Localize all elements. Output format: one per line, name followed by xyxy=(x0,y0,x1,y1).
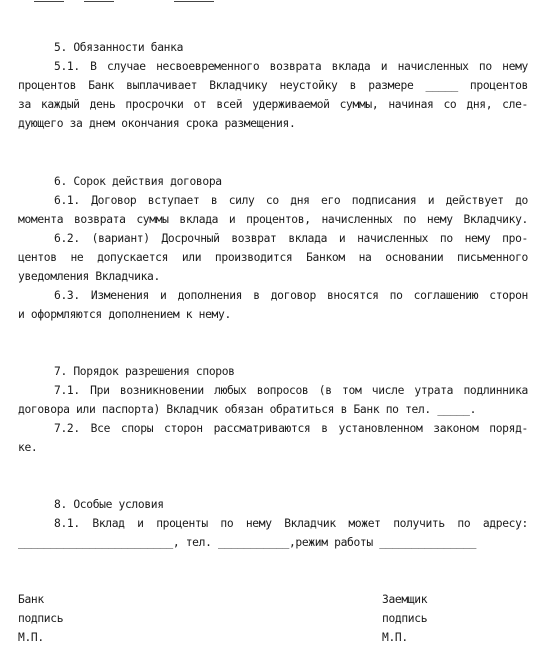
section-7-title: 7. Порядок разрешения споров xyxy=(54,365,235,378)
borrower-stamp-label: М.П. xyxy=(382,631,408,644)
section-6-line-5: уведомления Вкладчика. xyxy=(18,270,160,283)
section-7-line-4: ке. xyxy=(18,441,38,454)
borrower-label: Заемщик xyxy=(382,593,428,606)
section-5-line-3: за каждый день просрочки от всей удерживаемой суммы, начиная со дня, сле- xyxy=(18,98,528,111)
section-8-line-2: ________________________, тел. ___________,режим работы _______________ xyxy=(18,536,477,549)
section-5-line-2: процентов Банк выплачивает Вкладчику неустойку в размере _____ процентов xyxy=(18,79,528,92)
section-6-line-1: 6.1. Договор вступает в силу со дня его подписания и действует до xyxy=(54,194,528,207)
section-7-line-2: договора или паспорта) Вкладчик обязан обратиться в Банк по тел. _____. xyxy=(18,403,477,416)
section-6-title: 6. Сорок действия договора xyxy=(54,175,222,188)
section-8-line-1: 8.1. Вклад и проценты по нему Вкладчик может получить по адресу: xyxy=(54,517,528,530)
section-7-line-1: 7.1. При возникновении любых вопросов (в том числе утрата подлинника xyxy=(54,384,528,397)
section-6-line-7: и оформляются дополнением к нему. xyxy=(18,308,231,321)
section-6-line-4: центов не допускается или производится Банком на основании письменного xyxy=(18,251,528,264)
section-6-line-3: 6.2. (вариант) Досрочный возврат вклада и начисленных по нему про- xyxy=(54,232,528,245)
bank-label: Банк xyxy=(18,593,44,606)
section-6-line-2: момента возврата суммы вклада и процентов, начисленных по нему Вкладчику. xyxy=(18,213,528,226)
section-5-title: 5. Обязанности банка xyxy=(54,41,184,54)
bank-stamp-label: М.П. xyxy=(18,631,44,644)
section-8-title: 8. Особые условия xyxy=(54,498,164,511)
bank-signature-label: подпись xyxy=(18,612,64,625)
section-6-line-6: 6.3. Изменения и дополнения в договор вносятся по соглашению сторон xyxy=(54,289,528,302)
cropped-top-line xyxy=(0,0,540,2)
section-5-line-1: 5.1. В случае несвоевременного возврата вклада и начисленных по нему xyxy=(54,60,528,73)
borrower-signature-label: подпись xyxy=(382,612,428,625)
section-5-line-4: дующего за днем окончания срока размещения. xyxy=(18,117,296,130)
section-7-line-3: 7.2. Все споры сторон рассматриваются в установленном законом поряд- xyxy=(54,422,528,435)
